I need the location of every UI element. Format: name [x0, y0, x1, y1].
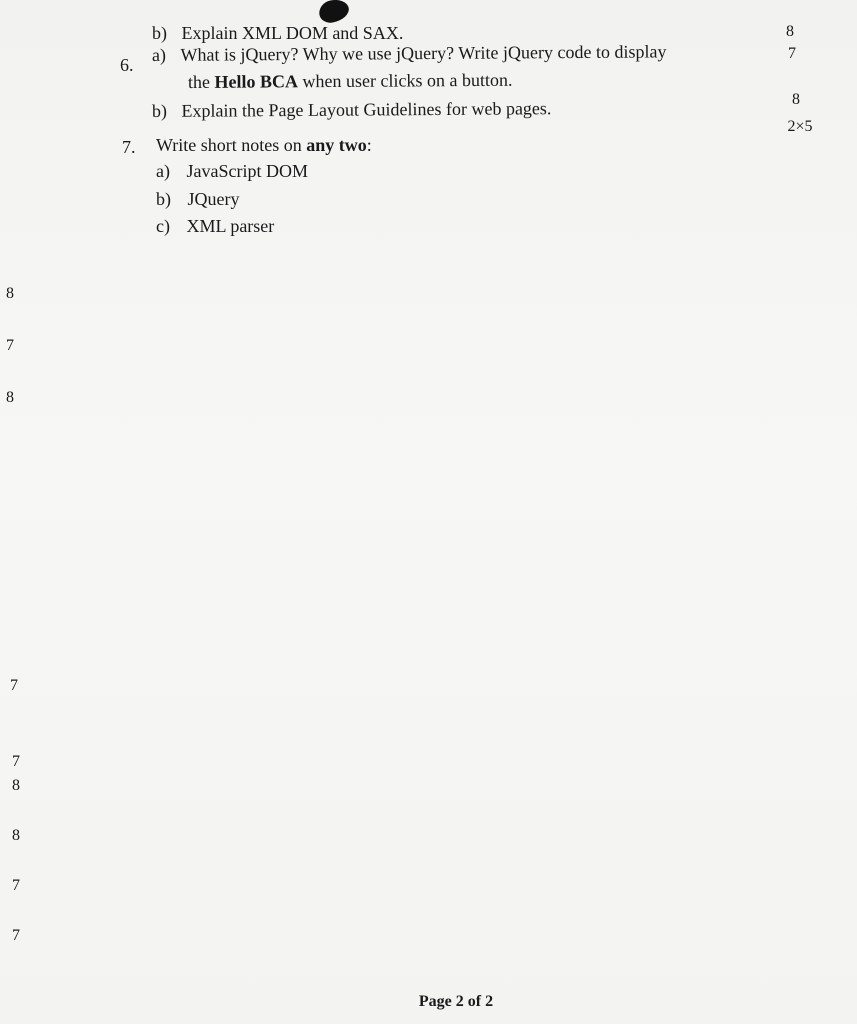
text-post: when user clicks on a button. [297, 69, 513, 92]
margin-mark: 7 [6, 337, 14, 354]
question-6a-line2 [188, 69, 513, 93]
part-label: a) [151, 44, 167, 65]
marks-7: 2×5 [787, 118, 813, 135]
question-7-stem [156, 134, 372, 156]
question-7c [156, 215, 274, 237]
part-label: b) [151, 100, 168, 121]
text-pre: Write short notes on [156, 135, 307, 155]
part-label: a) [156, 161, 170, 181]
part-text: What is jQuery? Why we use jQuery? Write jQuery code to display [180, 41, 667, 65]
margin-mark: 7 [10, 677, 18, 694]
marks-6a: 7 [788, 45, 796, 62]
question-7a [156, 160, 308, 182]
margin-mark: 7 [12, 877, 20, 894]
text-pre: the [187, 71, 215, 92]
margin-mark: 7 [12, 753, 20, 770]
bold-text: Hello BCA [214, 71, 299, 92]
margin-mark: 8 [12, 777, 20, 794]
text-post: : [366, 135, 372, 155]
question-5b [152, 22, 403, 44]
question-number-7: 7. [122, 137, 136, 157]
part-label: b) [152, 23, 167, 43]
part-text: Explain XML DOM and SAX. [181, 23, 404, 43]
marks-6b: 8 [792, 91, 800, 108]
page-number: Page 2 of 2 [418, 993, 494, 1010]
marks-5b: 8 [786, 23, 794, 40]
bold-text: any two [306, 135, 367, 155]
part-label: b) [156, 189, 171, 209]
part-text: XML parser [186, 216, 275, 236]
margin-mark: 7 [12, 927, 20, 944]
page-footer [0, 992, 857, 1012]
part-text: Explain the Page Layout Guidelines for web pages. [181, 98, 552, 121]
part-text: JavaScript DOM [186, 161, 308, 181]
margin-mark: 8 [12, 827, 20, 844]
margin-mark: 8 [6, 389, 14, 406]
margin-mark: 8 [6, 285, 14, 302]
question-6a-line1 [152, 40, 667, 66]
part-label: c) [156, 216, 170, 236]
part-text: JQuery [187, 189, 240, 209]
question-7b [156, 188, 240, 210]
question-6b [152, 97, 552, 122]
question-number-6: 6. [120, 55, 134, 75]
